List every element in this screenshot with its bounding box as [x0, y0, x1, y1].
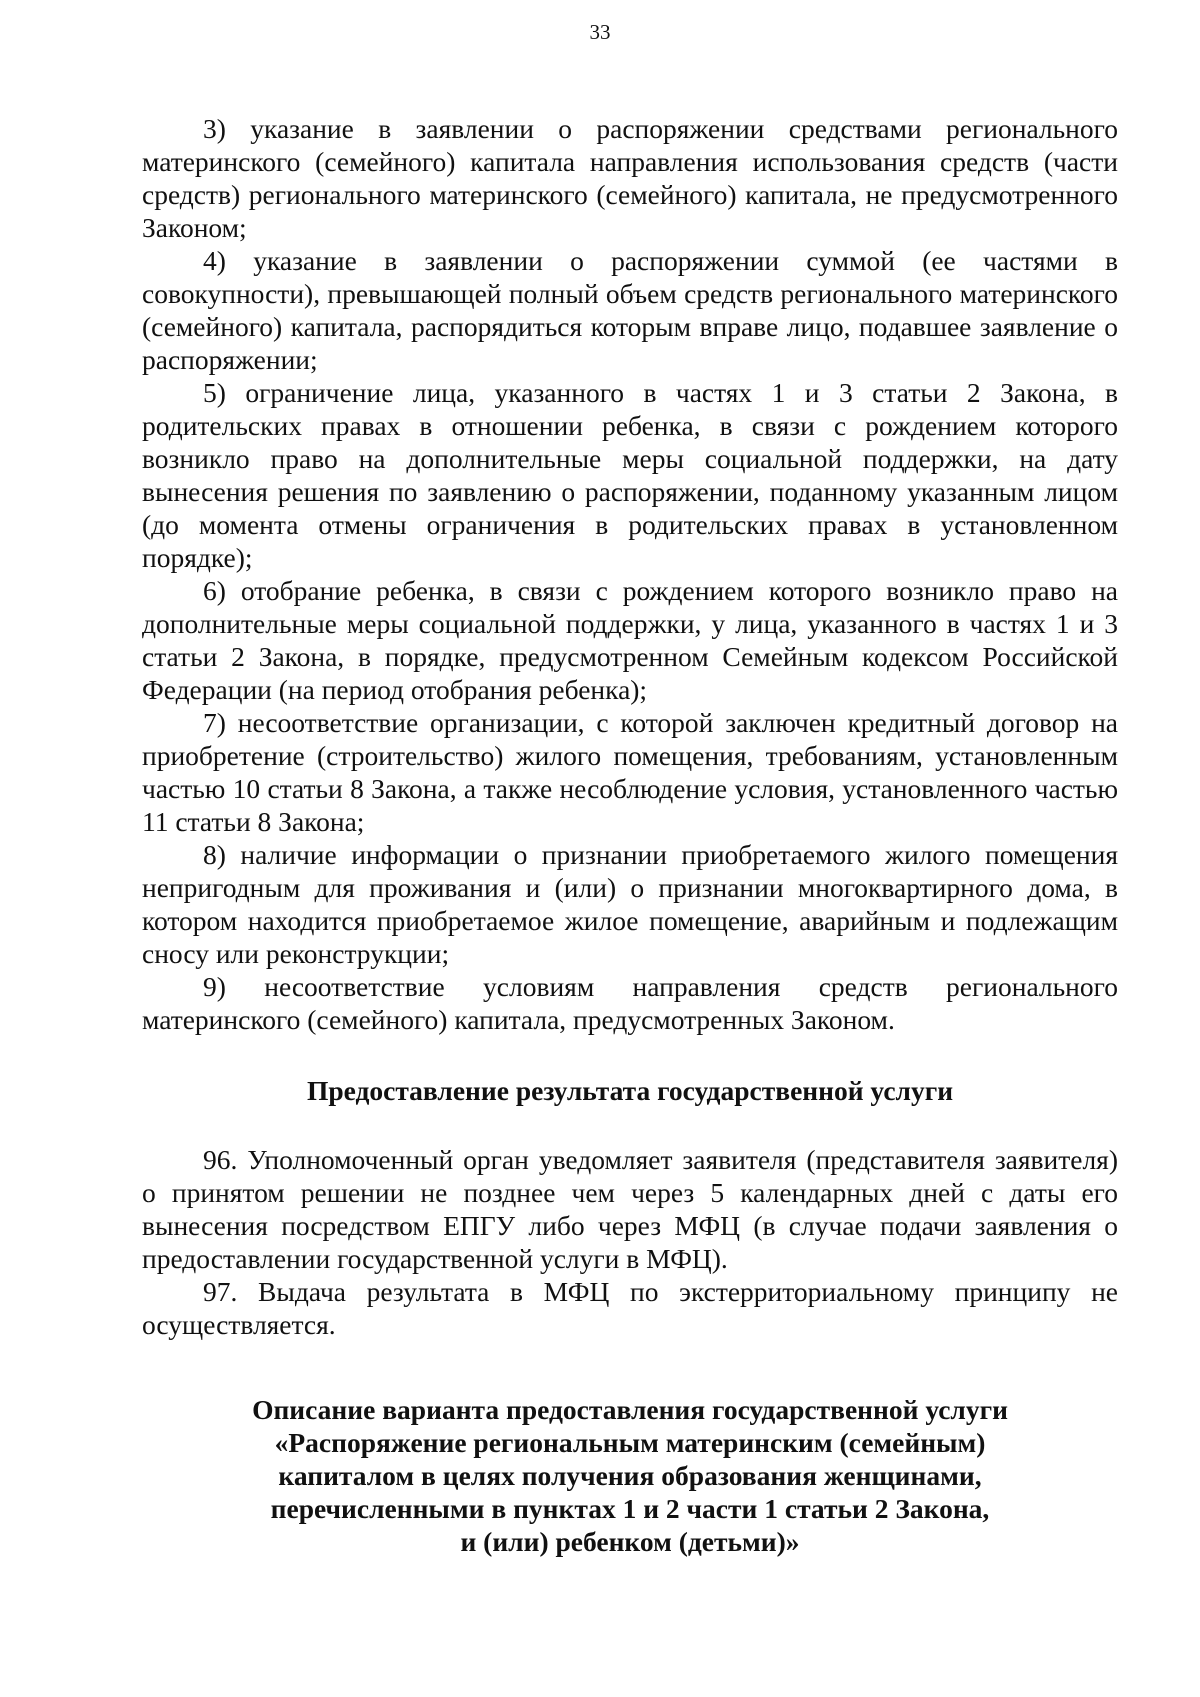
section-heading: Предоставление результата государственной услуги — [306, 1075, 954, 1106]
variant-description-heading — [142, 1393, 1118, 1558]
paragraph-97: 97. Выдача результата в МФЦ по экстерриториальному принципу не осуществляется. — [142, 1276, 1118, 1340]
list-item-8: 8) наличие информации о признании приобретаемого жилого помещения непригодным для проживания и (или) о признании многоквартирного дома, в котором находится приобретаемое жилое помещение, аварийным и подлежащим сносу или реконструкции; — [142, 839, 1118, 969]
list-item-3: 3) указание в заявлении о распоряжении средствами регионального материнского (семейного) капитала направления использования средств (части средств) регионального материнского (семейного) капитала, не предусмотренного Законом; — [142, 113, 1118, 243]
heading-line: Описание варианта предоставления государственной услуги — [252, 1394, 1008, 1425]
list-item-4: 4) указание в заявлении о распоряжении суммой (ее частями в совокупности), превышающей полный объем средств регионального материнского (семейного) капитала, распорядиться которым вправе лицо, подавшее заявление о распоряжении; — [142, 245, 1118, 375]
heading-line: капиталом в целях получения образования женщинами, — [278, 1460, 982, 1491]
list-item-7: 7) несоответствие организации, с которой заключен кредитный договор на приобретение (строительство) жилого помещения, требованиям, установленным частью 10 статьи 8 Закона, а также несоблюдение условия, установленного частью 11 статьи 8 Закона; — [142, 707, 1118, 837]
list-item-5: 5) ограничение лица, указанного в частях 1 и 3 статьи 2 Закона, в родительских правах в отношении ребенка, в связи с рождением которого возникло право на дополнительные меры социальной поддержки, на дату вынесения решения по заявлению о распоряжении, поданному указанным лицом (до момента отмены ограничения в родительских правах в установленном порядке); — [142, 377, 1118, 573]
document-body — [142, 112, 1118, 1594]
heading-line: «Распоряжение региональным материнским (семейным) — [274, 1427, 986, 1458]
list-item-9: 9) несоответствие условиям направления средств регионального материнского (семейного) капитала, предусмотренных Законом. — [142, 971, 1118, 1035]
paragraph-96: 96. Уполномоченный орган уведомляет заявителя (представителя заявителя) о принятом решении не позднее чем через 5 календарных дней с даты его вынесения посредством ЕПГУ либо через МФЦ (в случае подачи заявления о предоставлении государственной услуги в МФЦ). — [142, 1144, 1118, 1274]
list-item-6: 6) отобрание ребенка, в связи с рождением которого возникло право на дополнительные меры социальной поддержки, у лица, указанного в частях 1 и 3 статьи 2 Закона, в порядке, предусмотренном Семейным кодексом Российской Федерации (на период отобрания ребенка); — [142, 575, 1118, 705]
heading-line: перечисленными в пунктах 1 и 2 части 1 статьи 2 Закона, — [270, 1493, 990, 1524]
page-number: 33 — [589, 20, 611, 44]
heading-line: и (или) ребенком (детьми)» — [460, 1526, 800, 1557]
